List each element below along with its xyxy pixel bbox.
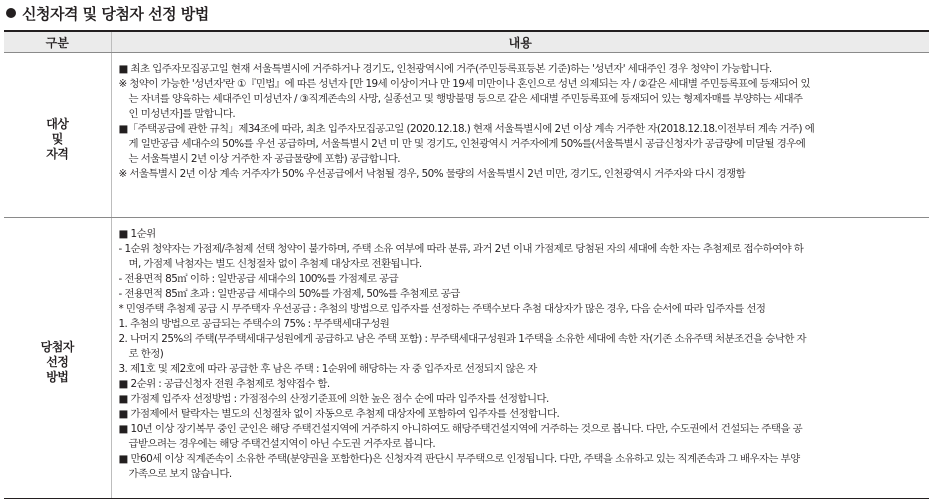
content-line: 는 자녀를 양육하는 세대주인 미성년자 / ③직계존속의 사망, 실종선고 및 행방불명 등으로 같은 세대별 주민등록표에 등재되어 있는 형제자매를 부양하는 세대주 [128,93,803,105]
content-line: ■ 만60세 이상 직계존속이 소유한 주택(분양권을 포함한다)은 신청자격 판단시 무주택으로 인정됩니다. 다만, 주택을 소유하고 있는 직계존속과 그 배우자는 부양 [118,453,800,465]
content-line: 는 서울특별시 2년 이상 거주한 자 공급물량에 포함) 공급합니다. [128,153,401,165]
content-line: ■ 10년 이상 장기복무 중인 군인은 해당 주택건설지역에 거주하지 아니하여도 해당주택건설지역에 거주하는 것으로 봅니다. 다만, 수도권에서 건설되는 주택을 공 [118,423,803,435]
label-line: 자격 [46,147,69,161]
content-line: ■ 가점제에서 탈락자는 별도의 신청절차 없이 자동으로 추첨제 대상자에 포함하여 입주자를 선정합니다. [118,408,560,420]
content-line: 며, 가점제 낙첨자는 별도 신청절차 없이 추첨제 대상자로 전환됩니다. [128,258,422,270]
content-line: - 전용면적 85㎡ 초과 : 일반공급 세대수의 50%를 가점제, 50%를 추첨제로 공급 [118,288,460,300]
content-line: ■ 2순위 : 공급신청자 전원 추첨제로 청약접수 함. [118,378,330,390]
content-line: ※ 서울특별시 2년 이상 계속 거주자가 50% 우선공급에서 낙첨될 경우, 50% 물량의 서울특별시 2년 미만, 경기도, 인천광역시 거주자와 다시 경쟁함 [118,168,746,180]
content-line: ■ 1순위 [118,228,156,240]
label-line: 대상 [46,117,69,131]
content-line: - 전용면적 85㎡ 이하 : 일반공급 세대수의 100%를 가점제로 공급 [118,273,399,285]
content-line: 급받으려는 경우에는 해당 주택건설지역이 아닌 수도권 거주자로 봅니다. [128,438,436,450]
row-label-selection [4,218,111,499]
content-line: 인 미성년자]를 말합니다. [128,108,236,120]
content-line: - 1순위 청약자는 가점제/추첨제 선택 청약이 불가하며, 주택 소유 여부에 따라 분류, 과거 2년 이내 가점제로 당첨된 자의 세대에 속한 자는 추첨제로 접수하여야 하 [118,243,804,255]
content-line: 1. 추첨의 방법으로 공급되는 주택수의 75% : 무주택세대구성원 [118,318,390,330]
content-line: 게 일반공급 세대수의 50%를 우선 공급하며, 서울특별시 2년 미 만 및 경기도, 인천광역시 거주자에게 50%를(서울특별시 공급신청자가 공급량에 미달될 경우에 [128,138,806,150]
row-content-selection [111,218,929,499]
content-line: 가족으로 보지 않습니다. [128,468,232,480]
row-content-eligibility [111,53,929,218]
section-title-text: 신청자격 및 당첨자 선정 방법 [22,5,209,23]
content-line: ※ 청약이 가능한 '성년자'란 ①『민법』에 따른 성년자 [만 19세 이상이거나 만 19세 미만이나 혼인으로 성년 의제되는 자 / ②같은 세대별 주민등록표에 등재되어 있 [118,78,811,90]
label-line: 방법 [46,370,69,384]
table-row-selection [4,218,929,499]
section-title [6,3,209,24]
label-line: 및 [51,132,63,146]
header-category: 구분 [4,31,111,53]
row-label-eligibility [4,53,111,218]
content-line: ■「주택공급에 관한 규칙」제34조에 따라, 최초 입주자모집공고일 (2020.12.18.) 현재 서울특별시에 2년 이상 계속 거주한 자(2018.12.18.이전부터 계속 거주) 에 [118,123,815,135]
table-row-eligibility [4,53,929,218]
table-header-row [4,31,929,53]
bullet-icon [6,8,16,18]
label-line: 당첨자 [40,340,74,354]
header-content: 내용 [111,31,929,53]
info-table [4,30,929,499]
label-line: 선정 [46,355,69,369]
content-line: 2. 나머지 25%의 주택(무주택세대구성원에게 공급하고 남은 주택 포함) : 무주택세대구성원과 1주택을 소유한 세대에 속한 자(기존 소유주택 처분조건을 승낙한 자 [118,333,807,345]
content-line: 3. 제1호 및 제2호에 따라 공급한 후 남은 주택 : 1순위에 해당하는 자 중 입주자로 선정되지 않은 자 [118,363,537,375]
content-line: * 민영주택 추첨제 공급 시 무주택자 우선공급 : 추첨의 방법으로 입주자를 선정하는 주택수보다 추첨 대상자가 많은 경우, 다음 순서에 따라 입주자를 선정 [118,303,766,315]
content-line: ■ 최초 입주자모집공고일 현재 서울특별시에 거주하거나 경기도, 인천광역시에 거주(주민등록표등본 기준)하는 '성년자' 세대주인 경우 청약이 가능합니다. [118,63,772,75]
content-line: 로 한정) [128,348,164,360]
content-line: ■ 가점제 입주자 선정방법 : 가점점수의 산정기준표에 의한 높은 점수 순에 따라 입주자를 선정합니다. [118,393,549,405]
